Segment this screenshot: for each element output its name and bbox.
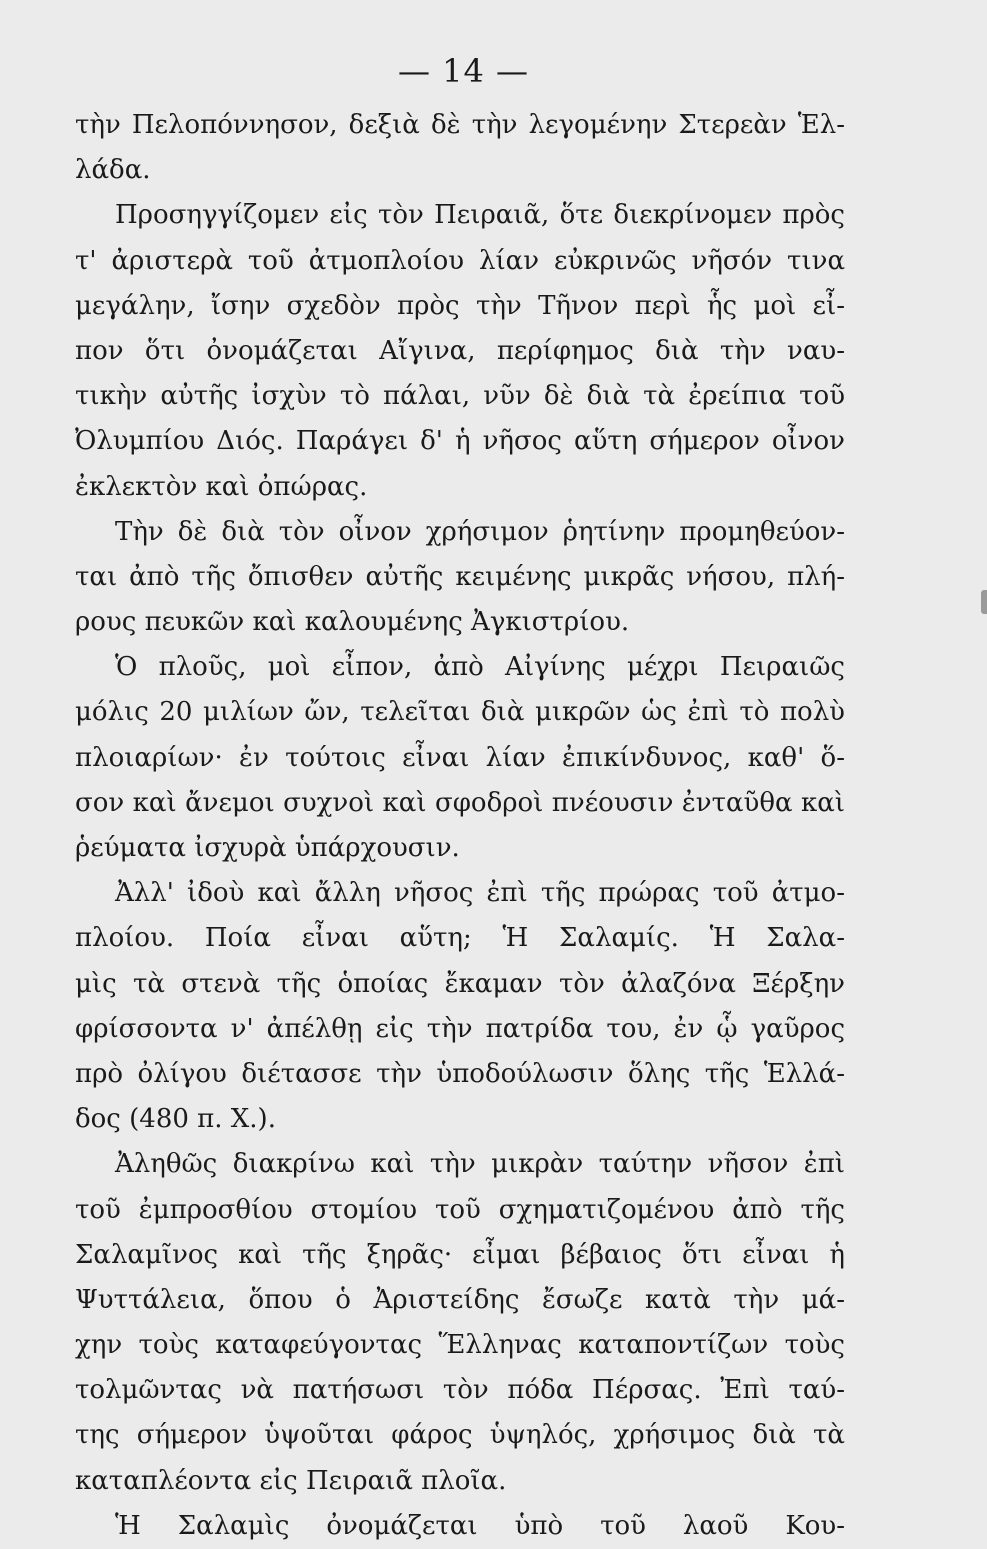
text-line: ῥεύματα ἰσχυρὰ ὑπάρχουσιν. bbox=[75, 833, 460, 863]
text-line: λάδα. bbox=[75, 155, 151, 186]
text-line: Προσηγγίζομεν εἰς τὸν Πειραιᾶ, ὅτε διεκρίνομεν πρὸς bbox=[115, 200, 845, 231]
text-line: τοῦ ἐμπροσθίου στομίου τοῦ σχηματιζομένου ἀπὸ τῆς bbox=[75, 1194, 845, 1225]
page-number: — 14 — bbox=[397, 52, 530, 90]
text-line: δος (480 π. Χ.). bbox=[75, 1104, 276, 1135]
text-line: Τὴν δὲ διὰ τὸν οἶνον χρήσιμον ῥητίνην προμηθεύον- bbox=[115, 516, 845, 547]
text-line: φρίσσοντα ν' ἀπέλθῃ εἰς τὴν πατρίδα του, ἐν ᾧ γαῦρος bbox=[75, 1013, 845, 1044]
text-line: τὴν Πελοπόννησον, δεξιὰ δὲ τὴν λεγομένην Στερεὰν Ἑλ- bbox=[75, 110, 845, 140]
page-edge-mark bbox=[981, 590, 987, 614]
text-line: μεγάλην, ἴσην σχεδὸν πρὸς τὴν Τῆνον περὶ ἧς μοὶ εἶ- bbox=[75, 290, 845, 321]
text-line: Ψυττάλεια, ὅπου ὁ Ἀριστείδης ἔσωζε κατὰ τὴν μά- bbox=[75, 1284, 845, 1315]
text-line: πλοιαρίων· ἐν τούτοις εἶναι λίαν ἐπικίνδυνος, καθ' ὅ- bbox=[75, 742, 845, 773]
text-line: καταπλέοντα εἰς Πειραιᾶ πλοῖα. bbox=[75, 1465, 507, 1496]
text-line: της σήμερον ὑψοῦται φάρος ὑψηλός, χρήσιμος διὰ τὰ bbox=[75, 1420, 845, 1451]
body-text bbox=[75, 103, 845, 1549]
text-line: τ' ἀριστερὰ τοῦ ἀτμοπλοίου λίαν εὐκρινῶς νῆσόν τινα bbox=[75, 245, 845, 276]
text-line: Ὀλυμπίου Διός. Παράγει δ' ἡ νῆσος αὕτη σήμερον οἶνον bbox=[75, 426, 845, 457]
text-line: πρὸ ὀλίγου διέτασσε τὴν ὑποδούλωσιν ὅλης τῆς Ἑλλά- bbox=[75, 1058, 845, 1089]
text-line: ρους πευκῶν καὶ καλουμένης Ἀγκιστρίου. bbox=[75, 607, 630, 638]
text-line: σον καὶ ἄνεμοι συχνοὶ καὶ σφοδροὶ πνέουσιν ἐνταῦθα καὶ bbox=[75, 787, 845, 818]
text-line: Σαλαμῖνος καὶ τῆς ξηρᾶς· εἶμαι βέβαιος ὅτι εἶναι ἡ bbox=[75, 1239, 845, 1270]
text-line: Ἀληθῶς διακρίνω καὶ τὴν μικρὰν ταύτην νῆσον ἐπὶ bbox=[115, 1149, 845, 1180]
text-line: μόλις 20 μιλίων ὤν, τελεῖται διὰ μικρῶν ὡς ἐπὶ τὸ πολὺ bbox=[75, 697, 845, 728]
text-line: τολμῶντας νὰ πατήσωσι τὸν πόδα Πέρσας. Ἐπὶ ταύ- bbox=[75, 1375, 845, 1406]
text-line: ἐκλεκτὸν καὶ ὀπώρας. bbox=[75, 471, 368, 502]
text-line: πον ὅτι ὀνομάζεται Αἴγινα, περίφημος διὰ τὴν ναυ- bbox=[75, 335, 845, 366]
text-line: Ὁ πλοῦς, μοὶ εἶπον, ἀπὸ Αἰγίνης μέχρι Πειραιῶς bbox=[115, 652, 845, 683]
text-line: μὶς τὰ στενὰ τῆς ὁποίας ἔκαμαν τὸν ἀλαζόνα Ξέρξην bbox=[75, 968, 845, 999]
text-line: ται ἀπὸ τῆς ὄπισθεν αὐτῆς κειμένης μικρᾶς νήσου, πλή- bbox=[75, 561, 845, 592]
text-line: πλοίου. Ποία εἶναι αὕτη; Ἡ Σαλαμίς. Ἡ Σαλα- bbox=[75, 923, 845, 954]
text-line: Ἀλλ' ἰδοὺ καὶ ἄλλη νῆσος ἐπὶ τῆς πρώρας τοῦ ἀτμο- bbox=[115, 878, 845, 909]
text-line: χην τοὺς καταφεύγοντας Ἕλληνας καταποντίζων τοὺς bbox=[75, 1330, 845, 1361]
text-line: Ἡ Σαλαμὶς ὀνομάζεται ὑπὸ τοῦ λαοῦ Κου- bbox=[115, 1510, 845, 1541]
text-line: τικὴν αὐτῆς ἰσχὺν τὸ πάλαι, νῦν δὲ διὰ τὰ ἐρείπια τοῦ bbox=[75, 381, 845, 412]
